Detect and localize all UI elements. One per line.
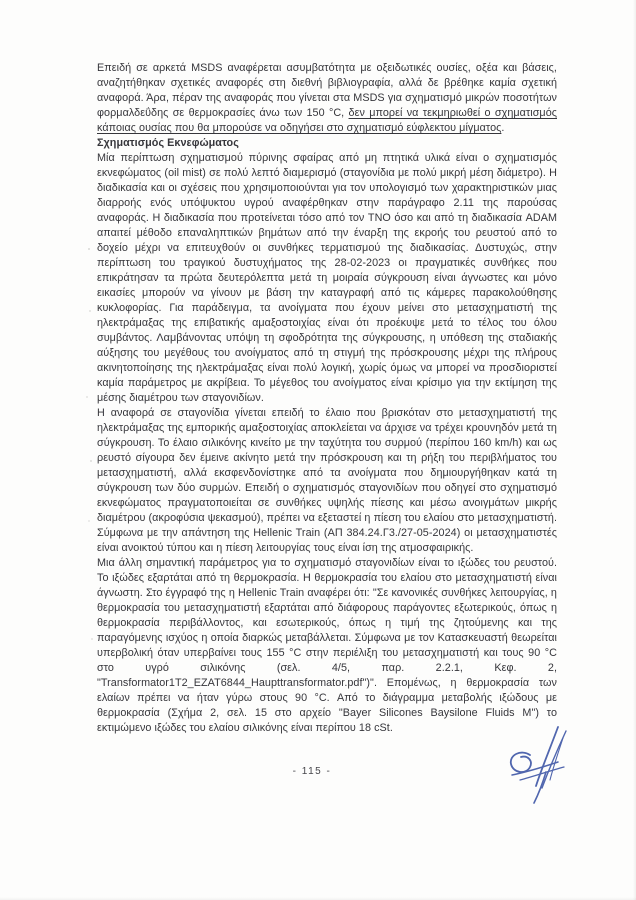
scan-noise-specks: [88, 248, 90, 250]
paragraph-msds-incompatibility: [97, 61, 557, 136]
paragraph-viscosity-temperature: Μια άλλη σημαντική παράμετρος για το σχηματισμό σταγονιδίων είναι το ιξώδες του ρευστού. Το ιξώδες εξαρτάται από τη θερμοκρασία. Η θερμοκρασία του ελαίου στο μετασχηματιστή είναι άγνωστη. Στο έγγραφό της η Hellenic Train αναφέρει ότι: "Σε κανονικές συνθήκες λειτουργίας, η θερμοκρασία του μετασχηματιστή εξαρτάται από διάφορους παράγοντες εξωτερικούς, όπως η θερμοκρασία περιβάλλοντος, και εσωτερικούς, όπως η τιμή της ζητούμενης και της παραγόμενης ισχύος η οποία διαρκώς μεταβάλλεται. Σύμφωνα με τον Κατασκευαστή θεωρείται υπερβολική όταν υπερβαίνει τους 155 °C στην περιέλιξη του μετασχηματιστή και τους 90 °C στο υγρό σιλικόνης (σελ. 4/5, παρ. 2.2.1, Κεφ. 2, "Transformator1T2_EZAT6844_Haupttransformator.pdf")". Επομένως, η θερμοκρασία των ελαίων πρέπει να ήταν γύρω στους 90 °C. Από το διάγραμμα μεταβολής ιξώδους με θερμοκρασία (Σχήμα 2, σελ. 15 στο αρχείο "Bayer Silicones Baysilone Fluids M") το εκτιμώμενο ιξώδες του ελαίου σιλικόνης είναι περίπου 18 cSt.: [97, 557, 557, 734]
handwritten-signature: [499, 722, 581, 808]
section-heading-oil-mist-formation: Σχηματισμός Εκνεφώματος: [97, 137, 239, 149]
paragraph-droplet-pressure: Η αναφορά σε σταγονίδια γίνεται επειδή το έλαιο που βρισκόταν στο μετασχηματιστή της ηλεκτράμαξας της εμπορικής αμαξοστοιχίας αποκλείεται να άρχισε να τρέχει κρουνηδόν μετά τη σύγκρουση. Το έλαιο σιλικόνης κινείτο με την ταχύτητα του συρμού (περίπου 160 km/h) και ως ρευστό σίγουρα δεν έμεινε ακίνητο μετά την πρόσκρουση και τη ρήξη του περιβλήματος του μετασχηματιστή, αλλά εκσφενδονίστηκε από τα ανοίγματα που δημιουργήθηκαν κατά τη σύγκρουση των δύο συρμών. Επειδή ο σχηματισμός σταγονιδίων που οδηγεί στο σχηματισμό εκνεφώματος πραγματοποιείται σε συνθήκες υψηλής πίεσης και μέσω ανοιγμάτων μικρής διαμέτρου (ακροφύσια ψεκασμού), πρέπει να εξεταστεί η πίεση του ελαίου στο μετασχηματιστή. Σύμφωνα με την απάντηση της Hellenic Train (ΑΠ 384.24.Γ3./27-05-2024) οι μετασχηματιστές είναι ανοικτού τύπου και η πίεση λειτουργίας τους είναι ίση της ατμοσφαιρικής.: [97, 407, 557, 554]
paragraph-text-end: .: [501, 122, 505, 134]
paragraph-text: Επειδή σε αρκετά MSDS αναφέρεται ασυμβατότητα με οξειδωτικές ουσίες, οξέα και βάσεις, αναζητήθηκαν σχετικές αναφορές στη διεθνή βιβλιογραφία, αλλά δε βρέθηκε καμία σχετική αναφορά. Άρα, πέραν της αναφοράς που γίνεται στα MSDS για σχηματισμό μικρών ποσοτήτων φορμαλδεΰδης σε θερμοκρασίες άνω των 150 °C,: [97, 62, 557, 119]
page-number: - 115 -: [292, 766, 332, 777]
paragraph-oil-mist-process: Μία περίπτωση σχηματισμού πύρινης σφαίρας από μη πτητικά υλικά είναι ο σχηματισμός εκνεφώματος (oil mist) σε πολύ λεπτό διαμερισμό (σταγονίδια με πολύ μικρή μέση διάμετρο). Η διαδικασία και οι σχέσεις που χρησιμοποιούνται για τον υπολογισμό των χαρακτηριστικών μιας διαρροής ενός υπόψυκτου υγρού αναφέρθηκαν στην παράγραφο 2.11 της παρούσας αναφοράς. Η διαδικασία που προτείνεται τόσο από τον TNO όσο και από τη διαδικασία ADAM απαιτεί μέθοδο επαναληπτικών βημάτων από την έναρξη της εκροής του ρευστού από το δοχείο μέχρι να επιτευχθούν οι συνθήκες τερματισμού της διαδικασίας. Δυστυχώς, στην περίπτωση του τραγικού δυστυχήματος της 28-02-2023 οι πραγματικές συνθήκες που επικράτησαν τα πρώτα δευτερόλεπτα μετά τη μοιραία σύγκρουση είναι άγνωστες και μόνο εικασίες μπορούν να γίνουν με βάση την καταγραφή από τις κάμερες παρακολούθησης κυκλοφορίας. Για παράδειγμα, τα ανοίγματα που έχουν μείνει στο μετασχηματιστή της ηλεκτράμαξας της επιβατικής αμαξοστοιχίας είναι ότι προέκυψε μετά το τέλος του όλου συμβάντος. Λαμβάνοντας υπόψη τη σφοδρότητα της σύγκρουσης, η υπόθεση της σταδιακής αύξησης του μεγέθους του ανοίγματος από τη στιγμή της πρόσκρουσης μέχρι της πλήρους ακινητοποίησης της ηλεκτράμαξας είναι πολύ λογική, χωρίς όμως να μπορεί να προσδιοριστεί καμία παράμετρος με ακρίβεια. Το μέγεθος του ανοίγματος είναι κρίσιμο για την εκτίμηση της μέσης διαμέτρου των σταγονιδίων.: [97, 152, 557, 404]
document-body: [97, 61, 557, 736]
underlined-conclusion-text: δεν μπορεί να τεκμηριωθεί ο σχηματισμός κάποιας ουσίας που θα μπορούσε να οδηγήσει στο σχηματισμό εύφλεκτου μίγματος: [97, 107, 557, 134]
